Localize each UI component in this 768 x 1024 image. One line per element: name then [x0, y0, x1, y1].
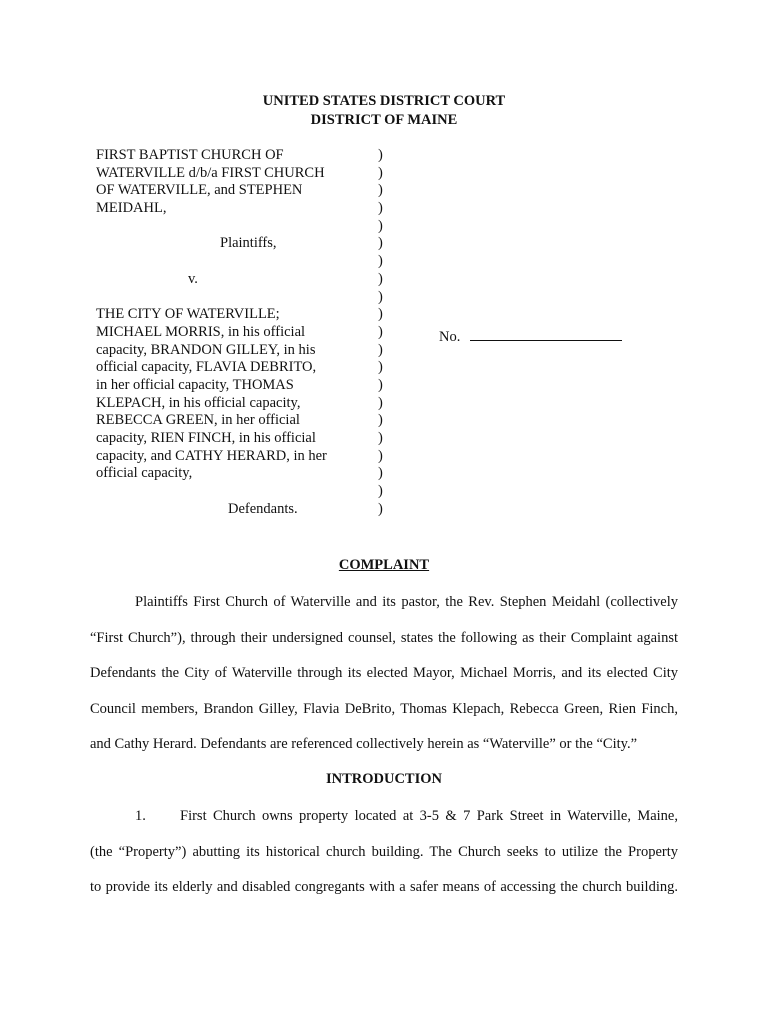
caption-parenthesis: )	[378, 270, 383, 287]
defendant-line: capacity, and CATHY HERARD, in her	[96, 447, 327, 464]
caption-parenthesis: )	[378, 341, 383, 358]
caption-parenthesis: )	[378, 288, 383, 305]
paragraph-line: to provide its elderly and disabled congregants with a safer means of accessing the church building.	[90, 879, 678, 896]
case-caption	[96, 147, 366, 518]
defendant-line: MICHAEL MORRIS, in his official	[96, 323, 306, 340]
versus-label: v.	[188, 270, 198, 287]
plaintiff-line: OF WATERVILLE, and STEPHEN	[96, 182, 303, 199]
caption-parenthesis: )	[378, 359, 383, 376]
paragraph-line: 1. First Church owns property located at 3-5 & 7 Park Street in Waterville, Maine,	[90, 799, 678, 835]
caption-parenthesis: )	[378, 394, 383, 411]
defendants-label: Defendants.	[228, 500, 298, 517]
defendant-line: capacity, BRANDON GILLEY, in his	[96, 341, 316, 358]
caption-spacer	[96, 253, 366, 271]
case-number-blank	[470, 326, 622, 341]
complaint-heading: COMPLAINT	[338, 557, 430, 573]
caption-parenthesis: )	[378, 182, 383, 199]
paragraph-line: Plaintiffs First Church of Waterville and its pastor, the Rev. Stephen Meidahl (collectively	[135, 594, 678, 610]
defendant-line: THE CITY OF WATERVILLE;	[96, 306, 280, 323]
court-district: DISTRICT OF MAINE	[310, 112, 458, 128]
caption-spacer	[96, 483, 366, 501]
paragraph-line: Defendants the City of Waterville through its elected Mayor, Michael Morris, and its elected City	[90, 665, 678, 682]
defendant-line: official capacity,	[96, 465, 193, 482]
caption-parenthesis: )	[378, 164, 383, 181]
paragraph-line: (the “Property”) abutting its historical church building. The Church seeks to utilize the Property	[90, 843, 678, 860]
case-number-label: No.	[439, 329, 461, 345]
defendant-line: official capacity, FLAVIA DEBRITO,	[96, 359, 317, 376]
caption-spacer	[96, 289, 366, 307]
court-name: UNITED STATES DISTRICT COURT	[262, 93, 506, 109]
caption-parenthesis: )	[378, 430, 383, 446]
caption-parenthesis: )	[378, 147, 383, 163]
intro-paragraph	[90, 585, 678, 763]
caption-parenthesis: )	[378, 253, 383, 270]
numbered-paragraph-1	[90, 799, 678, 906]
paragraph-line: “First Church”), through their undersigned counsel, states the following as their Complaint against	[90, 629, 678, 646]
paragraph-line: Council members, Brandon Gilley, Flavia DeBrito, Thomas Klepach, Rebecca Green, Rien Finch,	[90, 700, 678, 717]
defendant-line: REBECCA GREEN, in her official	[96, 412, 300, 429]
caption-parenthesis: )	[378, 376, 383, 393]
plaintiff-line: FIRST BAPTIST CHURCH OF	[96, 147, 284, 163]
caption-parenthesis: )	[378, 235, 383, 252]
introduction-heading: INTRODUCTION	[325, 771, 442, 787]
case-number	[439, 326, 622, 346]
defendant-line: capacity, RIEN FINCH, in his official	[96, 430, 316, 446]
caption-parenthesis: )	[378, 217, 383, 234]
caption-parenthesis: )	[378, 465, 383, 482]
plaintiff-line: MEIDAHL,	[96, 200, 167, 217]
caption-parenthesis: )	[378, 306, 383, 323]
plaintiff-line: WATERVILLE d/b/a FIRST CHURCH	[96, 164, 325, 181]
caption-parenthesis: )	[378, 200, 383, 217]
caption-parenthesis: )	[378, 447, 383, 464]
caption-parenthesis: )	[378, 483, 383, 500]
defendant-line: KLEPACH, in his official capacity,	[96, 394, 301, 411]
caption-spacer	[96, 218, 366, 236]
caption-parenthesis-column	[378, 147, 390, 518]
paragraph-line: and Cathy Herard. Defendants are referenced collectively herein as “Waterville” or the “City.”	[90, 736, 638, 753]
caption-parenthesis: )	[378, 412, 383, 429]
plaintiffs-label: Plaintiffs,	[220, 235, 277, 252]
caption-parenthesis: )	[378, 323, 383, 340]
defendant-line: in her official capacity, THOMAS	[96, 376, 294, 393]
caption-parenthesis: )	[378, 500, 383, 517]
paragraph-number: 1.	[135, 808, 146, 824]
